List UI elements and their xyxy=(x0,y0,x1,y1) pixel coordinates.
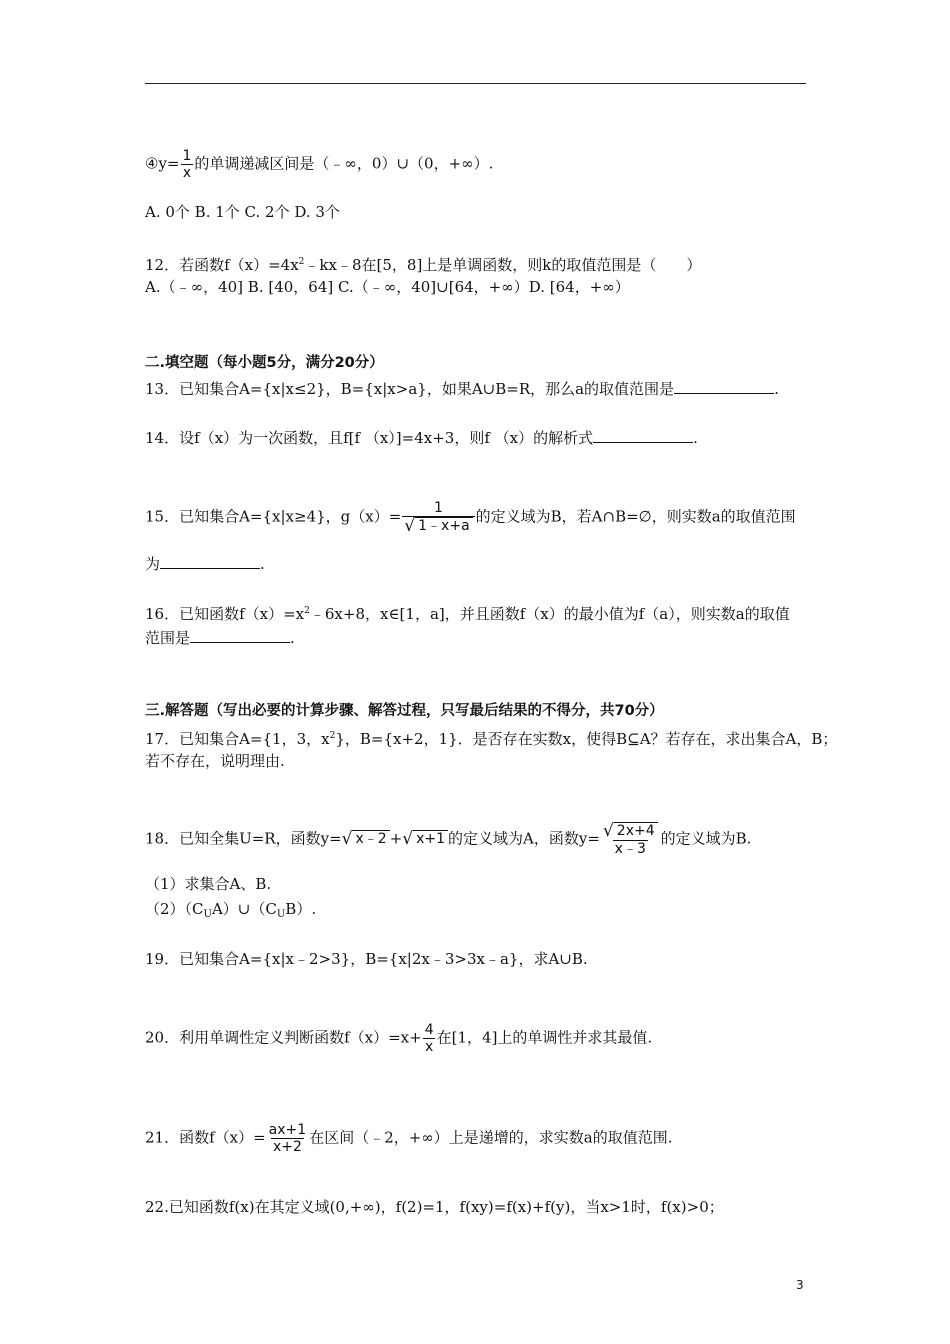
answer-blank[interactable] xyxy=(190,626,290,643)
sqrt: √ 1﹣x+a xyxy=(404,517,472,535)
fraction: √ 2x+4 x﹣3 xyxy=(601,822,660,857)
q14: 14．设f（x）为一次函数，且f[f （x）]=4x+3，则f （x）的解析式 . xyxy=(145,426,698,448)
q22: 22.已知函数f(x)在其定义域(0,+∞)，f(2)=1，f(xy)=f(x)+f(y)，当x>1时，f(x)>0； xyxy=(145,1198,724,1216)
sqrt: √ x﹣2 xyxy=(342,830,390,848)
q15: 15．已知集合A={x|x≥4}，g（x）= 1 √ 1﹣x+a 的定义域为B，若A∩B=∅，则实数a的取值范围 xyxy=(145,500,796,536)
answer-blank[interactable] xyxy=(674,377,774,394)
q18: 18．已知全集U=R，函数y= √ x﹣2 + √ x+1 的定义域为A，函数y= √ 2x+4 x﹣3 的定义域为B. xyxy=(145,821,752,857)
sqrt: √ x+1 xyxy=(402,830,448,848)
header-rule xyxy=(145,83,806,84)
section2-title: 二.填空题（每小题5分，满分20分） xyxy=(145,355,384,371)
fraction: $\frac{1}{x}$ xyxy=(182,148,192,181)
q21: 21．函数f（x）= $\frac{ax+1}{x+2}$ 在区间（﹣2，+∞）上是递增的，求实数a的取值范围. xyxy=(145,1122,673,1155)
answer-blank[interactable] xyxy=(160,552,260,569)
fraction: 1 √ 1﹣x+a xyxy=(402,500,474,535)
q18-part1: （1）求集合A、B. xyxy=(145,875,272,893)
q12-options: A.（﹣∞，40] B. [40，64] C.（﹣∞，40]∪[64，+∞）D. [64，+∞） xyxy=(145,278,630,296)
q17-line2: 若不存在，说明理由. xyxy=(145,752,285,770)
q11-item4: ④y= $\frac{1}{x}$ 的单调递减区间是（﹣∞，0）∪（0，+∞）. xyxy=(145,148,494,181)
q16-line2: 范围是 . xyxy=(145,626,295,648)
fraction: $\frac{4}{x}$ xyxy=(424,1022,434,1055)
answer-blank[interactable] xyxy=(593,426,693,443)
q12-stem: 12．若函数$f(x)=4x^2﹣kx﹣8$在[5，8]上是单调函数，则k的取值范围是（ ） xyxy=(145,256,702,274)
q17: 17．已知集合A={1，3，$x^2$}，B={x+2，1}．是否存在实数x，使得B⊆A？若存在，求出集合A，B； xyxy=(145,730,838,748)
q19: 19．已知集合A={x|x﹣2>3}，B={x|2x﹣3>3x﹣a}，求A∪B. xyxy=(145,950,588,968)
section3-title: 三.解答题（写出必要的计算步骤、解答过程，只写最后结果的不得分，共70分） xyxy=(145,703,664,719)
q16: 16．已知函数$f(x)=x^2﹣6x+8$，x∈[1，a]，并且函数f（x）的最小值为f（a），则实数a的取值 xyxy=(145,605,790,623)
q15-line2: 为 . xyxy=(145,552,265,574)
fraction: $\frac{ax+1}{x+2}$ xyxy=(268,1122,307,1155)
q20: 20．利用单调性定义判断函数f（x）=x+ $\frac{4}{x}$ 在[1，4]上的单调性并求其最值. xyxy=(145,1022,653,1055)
q13: 13．已知集合A={x|x≤2}，B={x|x>a}，如果A∪B=R，那么a的取值范围是 . xyxy=(145,377,779,399)
page-number: 3 xyxy=(796,1278,804,1292)
q18-part2: $(2)(C_UA)\cup(C_UB)$. xyxy=(145,900,317,920)
q11-options: A. 0个 B. 1个 C. 2个 D. 3个 xyxy=(145,203,340,221)
